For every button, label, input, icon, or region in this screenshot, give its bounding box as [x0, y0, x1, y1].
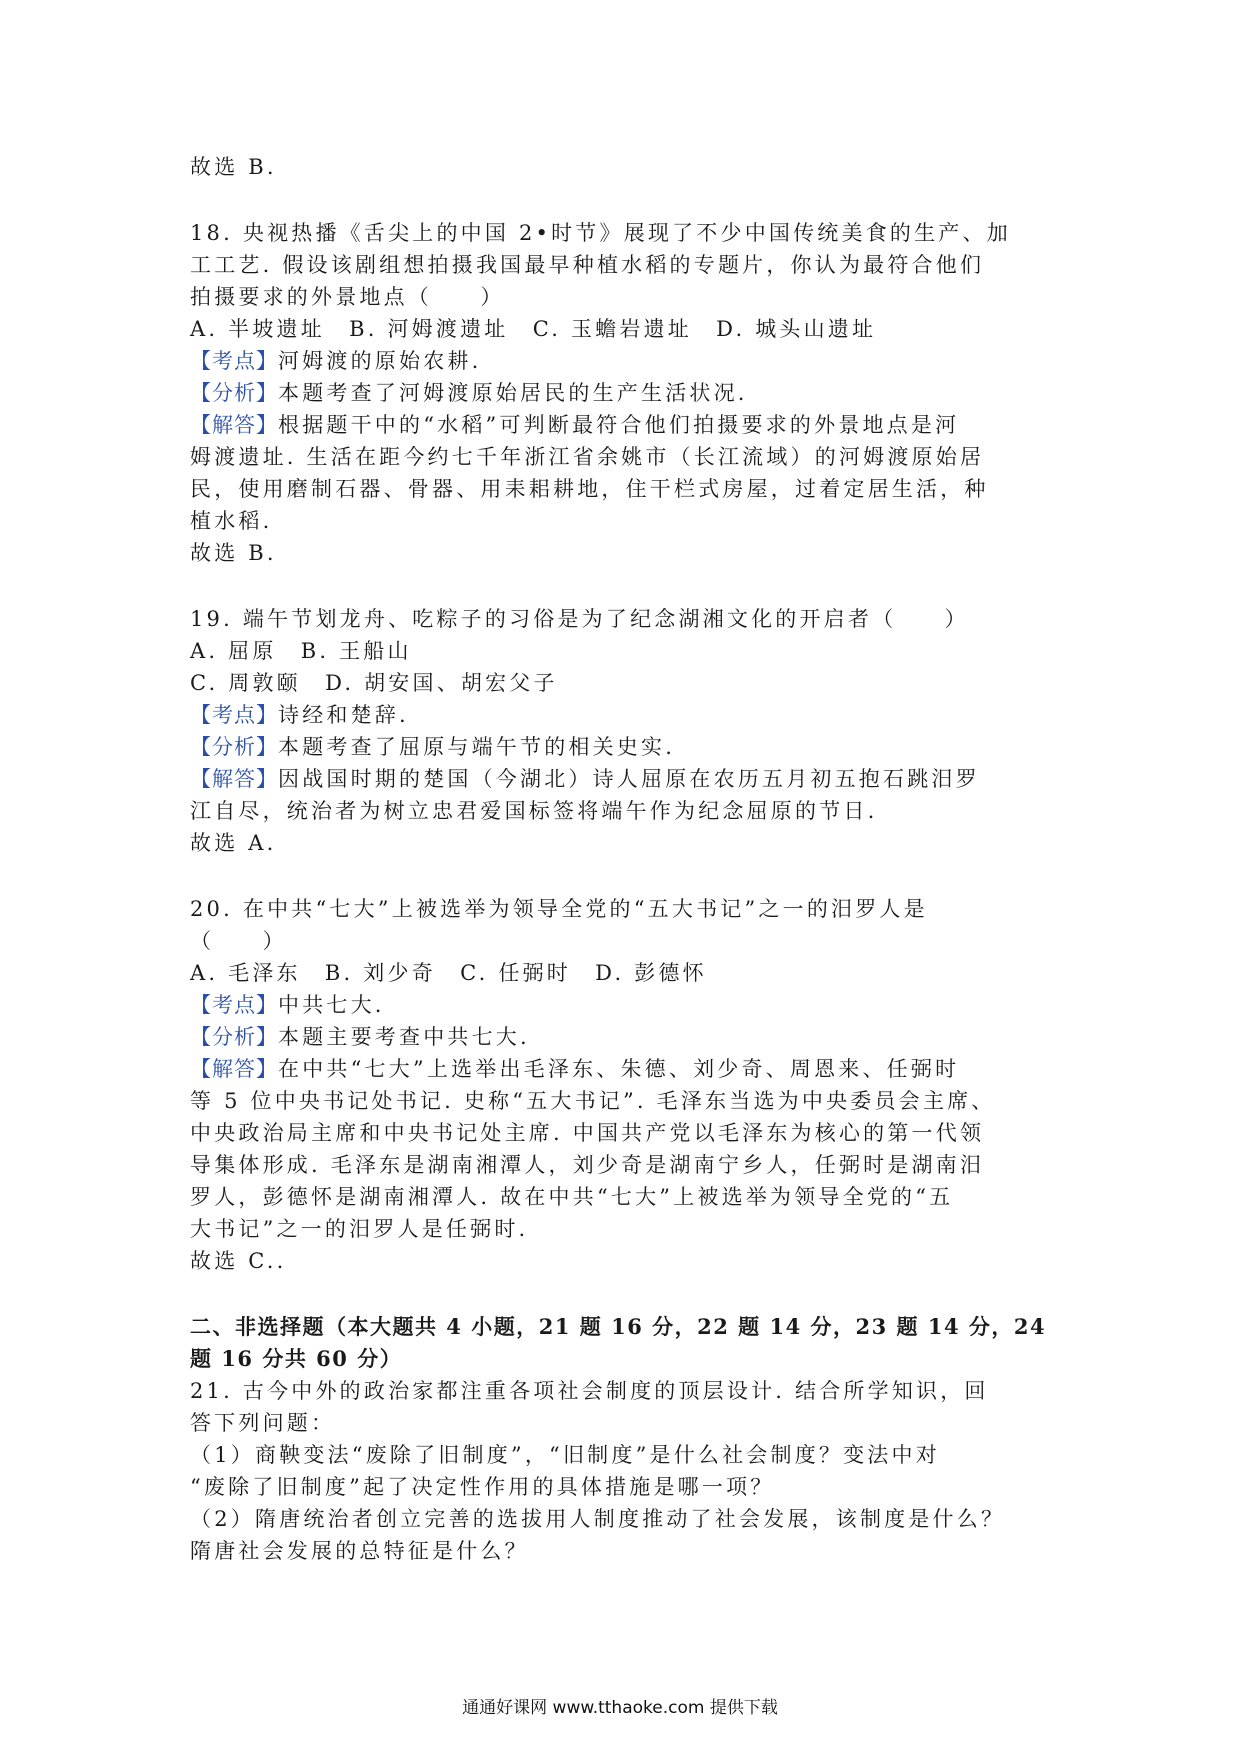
text-line — [190, 604, 1070, 634]
text-line — [190, 152, 1070, 182]
line-text: 诗经和楚辞. — [278, 703, 409, 727]
line-text: 工工艺. 假设该剧组想拍摄我国最早种植水稻的专题片，你认为最符合他们 — [190, 253, 985, 277]
line-text: 等 5 位中央书记处书记. 史称“五大书记”. 毛泽东当选为中央委员会主席、 — [190, 1089, 996, 1113]
text-line — [190, 1246, 1070, 1276]
line-text: 中共七大. — [278, 993, 385, 1017]
section-tag: 【分析】 — [190, 381, 278, 405]
line-text: 题 16 分共 60 分） — [190, 1346, 403, 1371]
section-tag: 【分析】 — [190, 1025, 278, 1049]
text-line — [190, 1408, 1070, 1438]
line-text: 故选 C.. — [190, 1249, 287, 1273]
section-tag: 【考点】 — [190, 703, 278, 727]
text-line — [190, 1022, 1070, 1052]
line-text: 本题主要考查中共七大. — [278, 1025, 530, 1049]
line-text: 大书记”之一的汨罗人是任弼时. — [190, 1217, 529, 1241]
line-text: 江自尽，统治者为树立忠君爱国标签将端午作为纪念屈原的节日. — [190, 799, 878, 823]
line-text: 植水稻. — [190, 509, 273, 533]
text-line — [190, 1344, 1070, 1374]
text-line — [190, 1536, 1070, 1566]
line-text: 本题考查了屈原与端午节的相关史实. — [278, 735, 676, 759]
page-footer: 通通好课网 www.tthaoke.com 提供下载 — [462, 1698, 778, 1718]
text-line — [190, 1150, 1070, 1180]
line-text: A. 毛泽东 B. 刘少奇 C. 任弼时 D. 彭德怀 — [190, 961, 707, 985]
line-text: 二、非选择题（本大题共 4 小题，21 题 16 分，22 题 14 分，23 题 14 分，24 — [190, 1314, 1047, 1339]
text-line — [190, 732, 1070, 762]
line-text: “废除了旧制度”起了决定性作用的具体措施是哪一项？ — [190, 1475, 775, 1499]
line-text: 19. 端午节划龙舟、吃粽子的习俗是为了纪念湖湘文化的开启者（ ） — [190, 607, 969, 631]
line-text: 故选 B. — [190, 541, 277, 565]
text-line — [190, 796, 1070, 826]
text-line — [190, 1504, 1070, 1534]
line-text: 拍摄要求的外景地点（ ） — [190, 285, 505, 309]
section-tag: 【解答】 — [190, 767, 278, 791]
text-line — [190, 378, 1070, 408]
text-line — [190, 538, 1070, 568]
line-text: 故选 B. — [190, 155, 277, 179]
text-line — [190, 282, 1070, 312]
line-text: （ ） — [190, 929, 287, 953]
text-line — [190, 1312, 1070, 1342]
text-line — [190, 636, 1070, 666]
line-text: A. 半坡遗址 B. 河姆渡遗址 C. 玉蟾岩遗址 D. 城头山遗址 — [190, 317, 877, 341]
text-line — [190, 250, 1070, 280]
line-text: 本题考查了河姆渡原始居民的生产生活状况. — [278, 381, 748, 405]
line-text: （1）商鞅变法“废除了旧制度”，“旧制度”是什么社会制度？变法中对 — [190, 1443, 940, 1467]
line-text: 根据题干中的“水稻”可判断最符合他们拍摄要求的外景地点是河 — [278, 413, 960, 437]
text-line — [190, 990, 1070, 1020]
text-line — [190, 474, 1070, 504]
line-text: 河姆渡的原始农耕. — [278, 349, 482, 373]
line-text: 隋唐社会发展的总特征是什么？ — [190, 1539, 529, 1563]
text-line — [190, 668, 1070, 698]
text-line — [190, 442, 1070, 472]
line-text: C. 周敦颐 D. 胡安国、胡宏父子 — [190, 671, 558, 695]
line-text: 在中共“七大”上选举出毛泽东、朱德、刘少奇、周恩来、任弼时 — [278, 1057, 960, 1081]
text-line — [190, 700, 1070, 730]
section-tag: 【考点】 — [190, 349, 278, 373]
text-line — [190, 1440, 1070, 1470]
section-tag: 【解答】 — [190, 1057, 278, 1081]
line-text: 导集体形成. 毛泽东是湖南湘潭人，刘少奇是湖南宁乡人，任弼时是湖南汨 — [190, 1153, 985, 1177]
text-line — [190, 828, 1070, 858]
line-text: A. 屈原 B. 王船山 — [190, 639, 412, 663]
text-line — [190, 314, 1070, 344]
section-tag: 【解答】 — [190, 413, 278, 437]
line-text: 故选 A. — [190, 831, 277, 855]
text-line — [190, 506, 1070, 536]
text-line — [190, 1182, 1070, 1212]
text-line — [190, 1118, 1070, 1148]
text-line — [190, 346, 1070, 376]
text-line — [190, 926, 1070, 956]
text-line — [190, 1376, 1070, 1406]
line-text: 中央政治局主席和中央书记处主席. 中国共产党以毛泽东为核心的第一代领 — [190, 1121, 985, 1145]
line-text: 罗人，彭德怀是湖南湘潭人. 故在中共“七大”上被选举为领导全党的“五 — [190, 1185, 954, 1209]
line-text: 21. 古今中外的政治家都注重各项社会制度的顶层设计. 结合所学知识，回 — [190, 1379, 989, 1403]
text-line — [190, 958, 1070, 988]
text-line — [190, 1086, 1070, 1116]
text-line — [190, 218, 1070, 248]
line-text: 答下列问题： — [190, 1411, 336, 1435]
text-line — [190, 764, 1070, 794]
section-tag: 【分析】 — [190, 735, 278, 759]
text-line — [190, 1054, 1070, 1084]
line-text: 18. 央视热播《舌尖上的中国 2•时节》展现了不少中国传统美食的生产、加 — [190, 221, 1011, 245]
line-text: （2）隋唐统治者创立完善的选拔用人制度推动了社会发展，该制度是什么？ — [190, 1507, 1006, 1531]
text-line — [190, 894, 1070, 924]
text-line — [190, 1472, 1070, 1502]
line-text: 姆渡遗址. 生活在距今约七千年浙江省余姚市（长江流域）的河姆渡原始居 — [190, 445, 985, 469]
text-line — [190, 1214, 1070, 1244]
line-text: 民，使用磨制石器、骨器、用耒耜耕地，住干栏式房屋，过着定居生活，种 — [190, 477, 989, 501]
text-line — [190, 410, 1070, 440]
section-tag: 【考点】 — [190, 993, 278, 1017]
line-text: 20. 在中共“七大”上被选举为领导全党的“五大书记”之一的汨罗人是 — [190, 897, 928, 921]
line-text: 因战国时期的楚国（今湖北）诗人屈原在农历五月初五抱石跳汨罗 — [278, 767, 980, 791]
